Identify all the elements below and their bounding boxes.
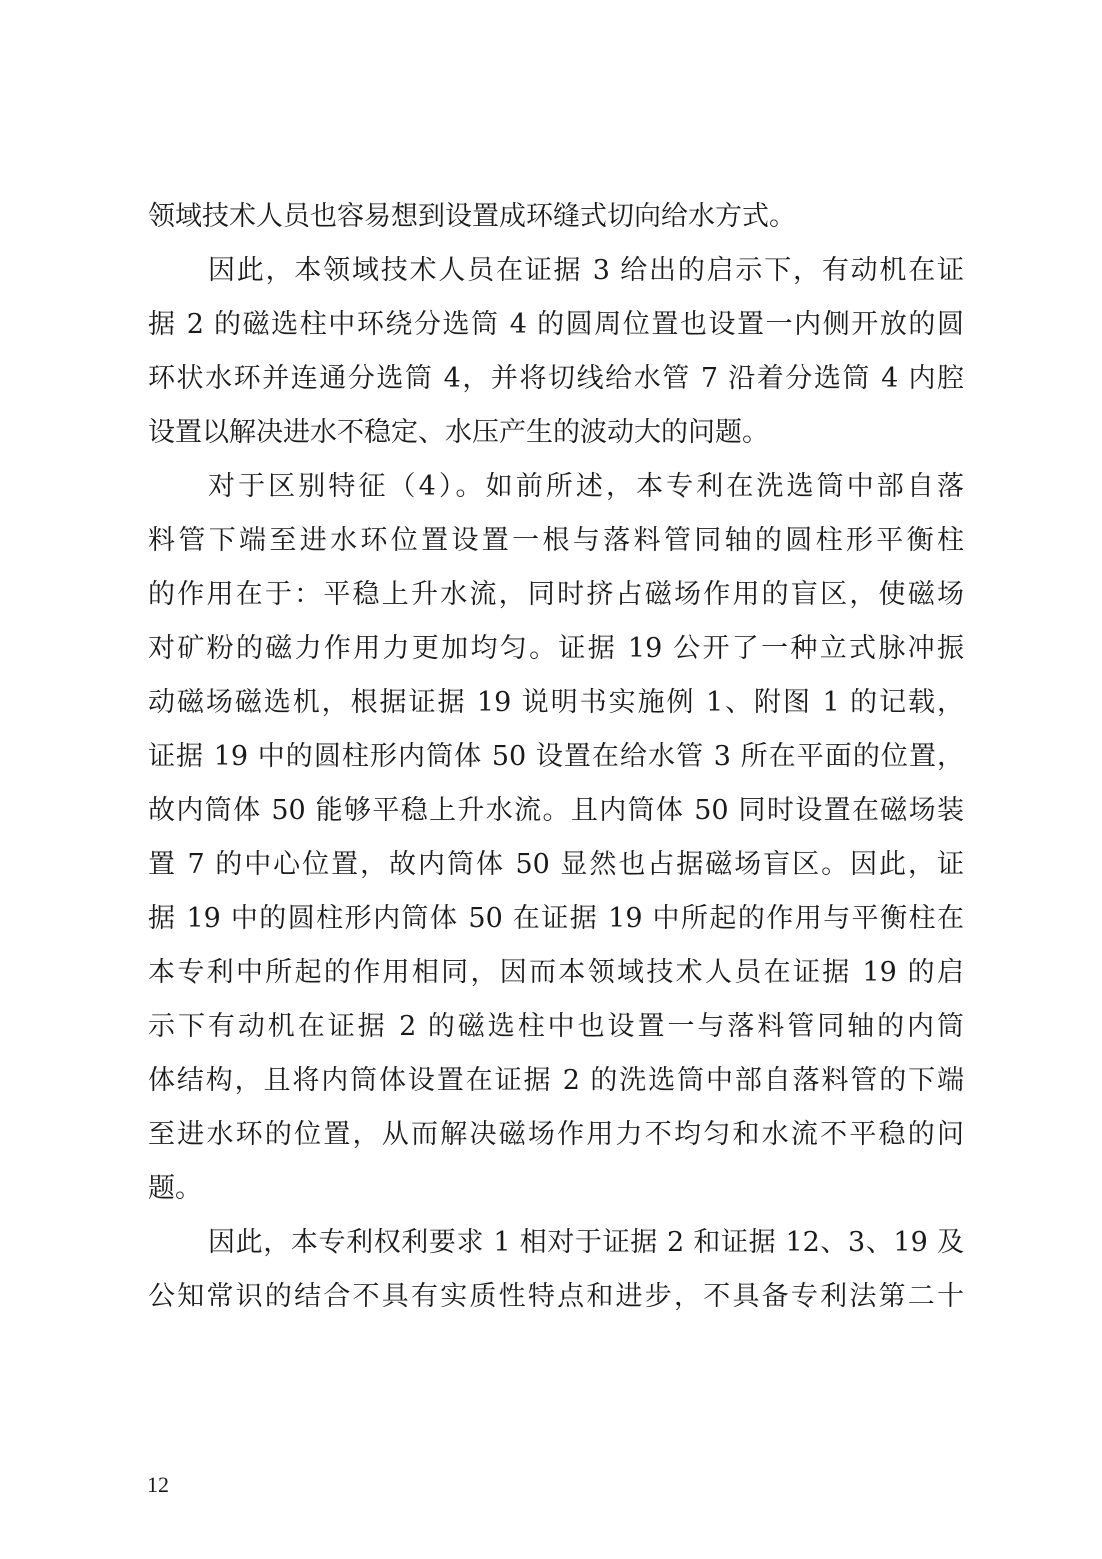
- text-line: 设置以解决进水不稳定、水压产生的波动大的问题。: [148, 417, 769, 448]
- text-line: 据 19 中的圆柱形内筒体 50 在证据 19 中所起的作用与平衡柱在: [148, 903, 964, 934]
- text-line: 本专利中所起的作用相同，因而本领域技术人员在证据 19 的启: [148, 957, 964, 988]
- text-line: 故内筒体 50 能够平稳上升水流。且内筒体 50 同时设置在磁场装: [148, 795, 964, 826]
- text-line: 因此，本专利权利要求 1 相对于证据 2 和证据 12、3、19 及: [208, 1227, 964, 1258]
- text-line: 证据 19 中的圆柱形内筒体 50 设置在给水管 3 所在平面的位置，: [148, 741, 964, 772]
- text-line: 公知常识的结合不具有实质性特点和进步，不具备专利法第二十: [148, 1281, 964, 1312]
- text-line: 对于区别特征（4）。如前所述，本专利在洗选筒中部自落: [208, 471, 964, 502]
- text-line: 至进水环的位置，从而解决磁场作用力不均匀和水流不平稳的问: [148, 1119, 964, 1150]
- text-line: 体结构，且将内筒体设置在证据 2 的洗选筒中部自落料管的下端: [148, 1065, 964, 1096]
- text-line: 因此，本领域技术人员在证据 3 给出的启示下，有动机在证: [208, 255, 964, 286]
- text-line: 示下有动机在证据 2 的磁选柱中也设置一与落料管同轴的内筒: [148, 1011, 964, 1042]
- text-line: 题。: [148, 1173, 202, 1204]
- text-line: 料管下端至进水环位置设置一根与落料管同轴的圆柱形平衡柱: [148, 525, 964, 556]
- text-line: 置 7 的中心位置，故内筒体 50 显然也占据磁场盲区。因此，证: [148, 849, 964, 880]
- text-line: 环状水环并连通分选筒 4，并将切线给水管 7 沿着分选筒 4 内腔: [148, 363, 964, 394]
- text-line: 动磁场磁选机，根据证据 19 说明书实施例 1、附图 1 的记载，: [148, 687, 964, 718]
- text-line: 的作用在于：平稳上升水流，同时挤占磁场作用的盲区，使磁场: [148, 579, 964, 610]
- text-line: 据 2 的磁选柱中环绕分选筒 4 的圆周位置也设置一内侧开放的圆: [148, 309, 964, 340]
- page-number: 12: [147, 1472, 169, 1497]
- text-line: 领域技术人员也容易想到设置成环缝式切向给水方式。: [148, 201, 796, 232]
- text-line: 对矿粉的磁力作用力更加均匀。证据 19 公开了一种立式脉冲振: [148, 633, 964, 664]
- body-text: [148, 190, 964, 1324]
